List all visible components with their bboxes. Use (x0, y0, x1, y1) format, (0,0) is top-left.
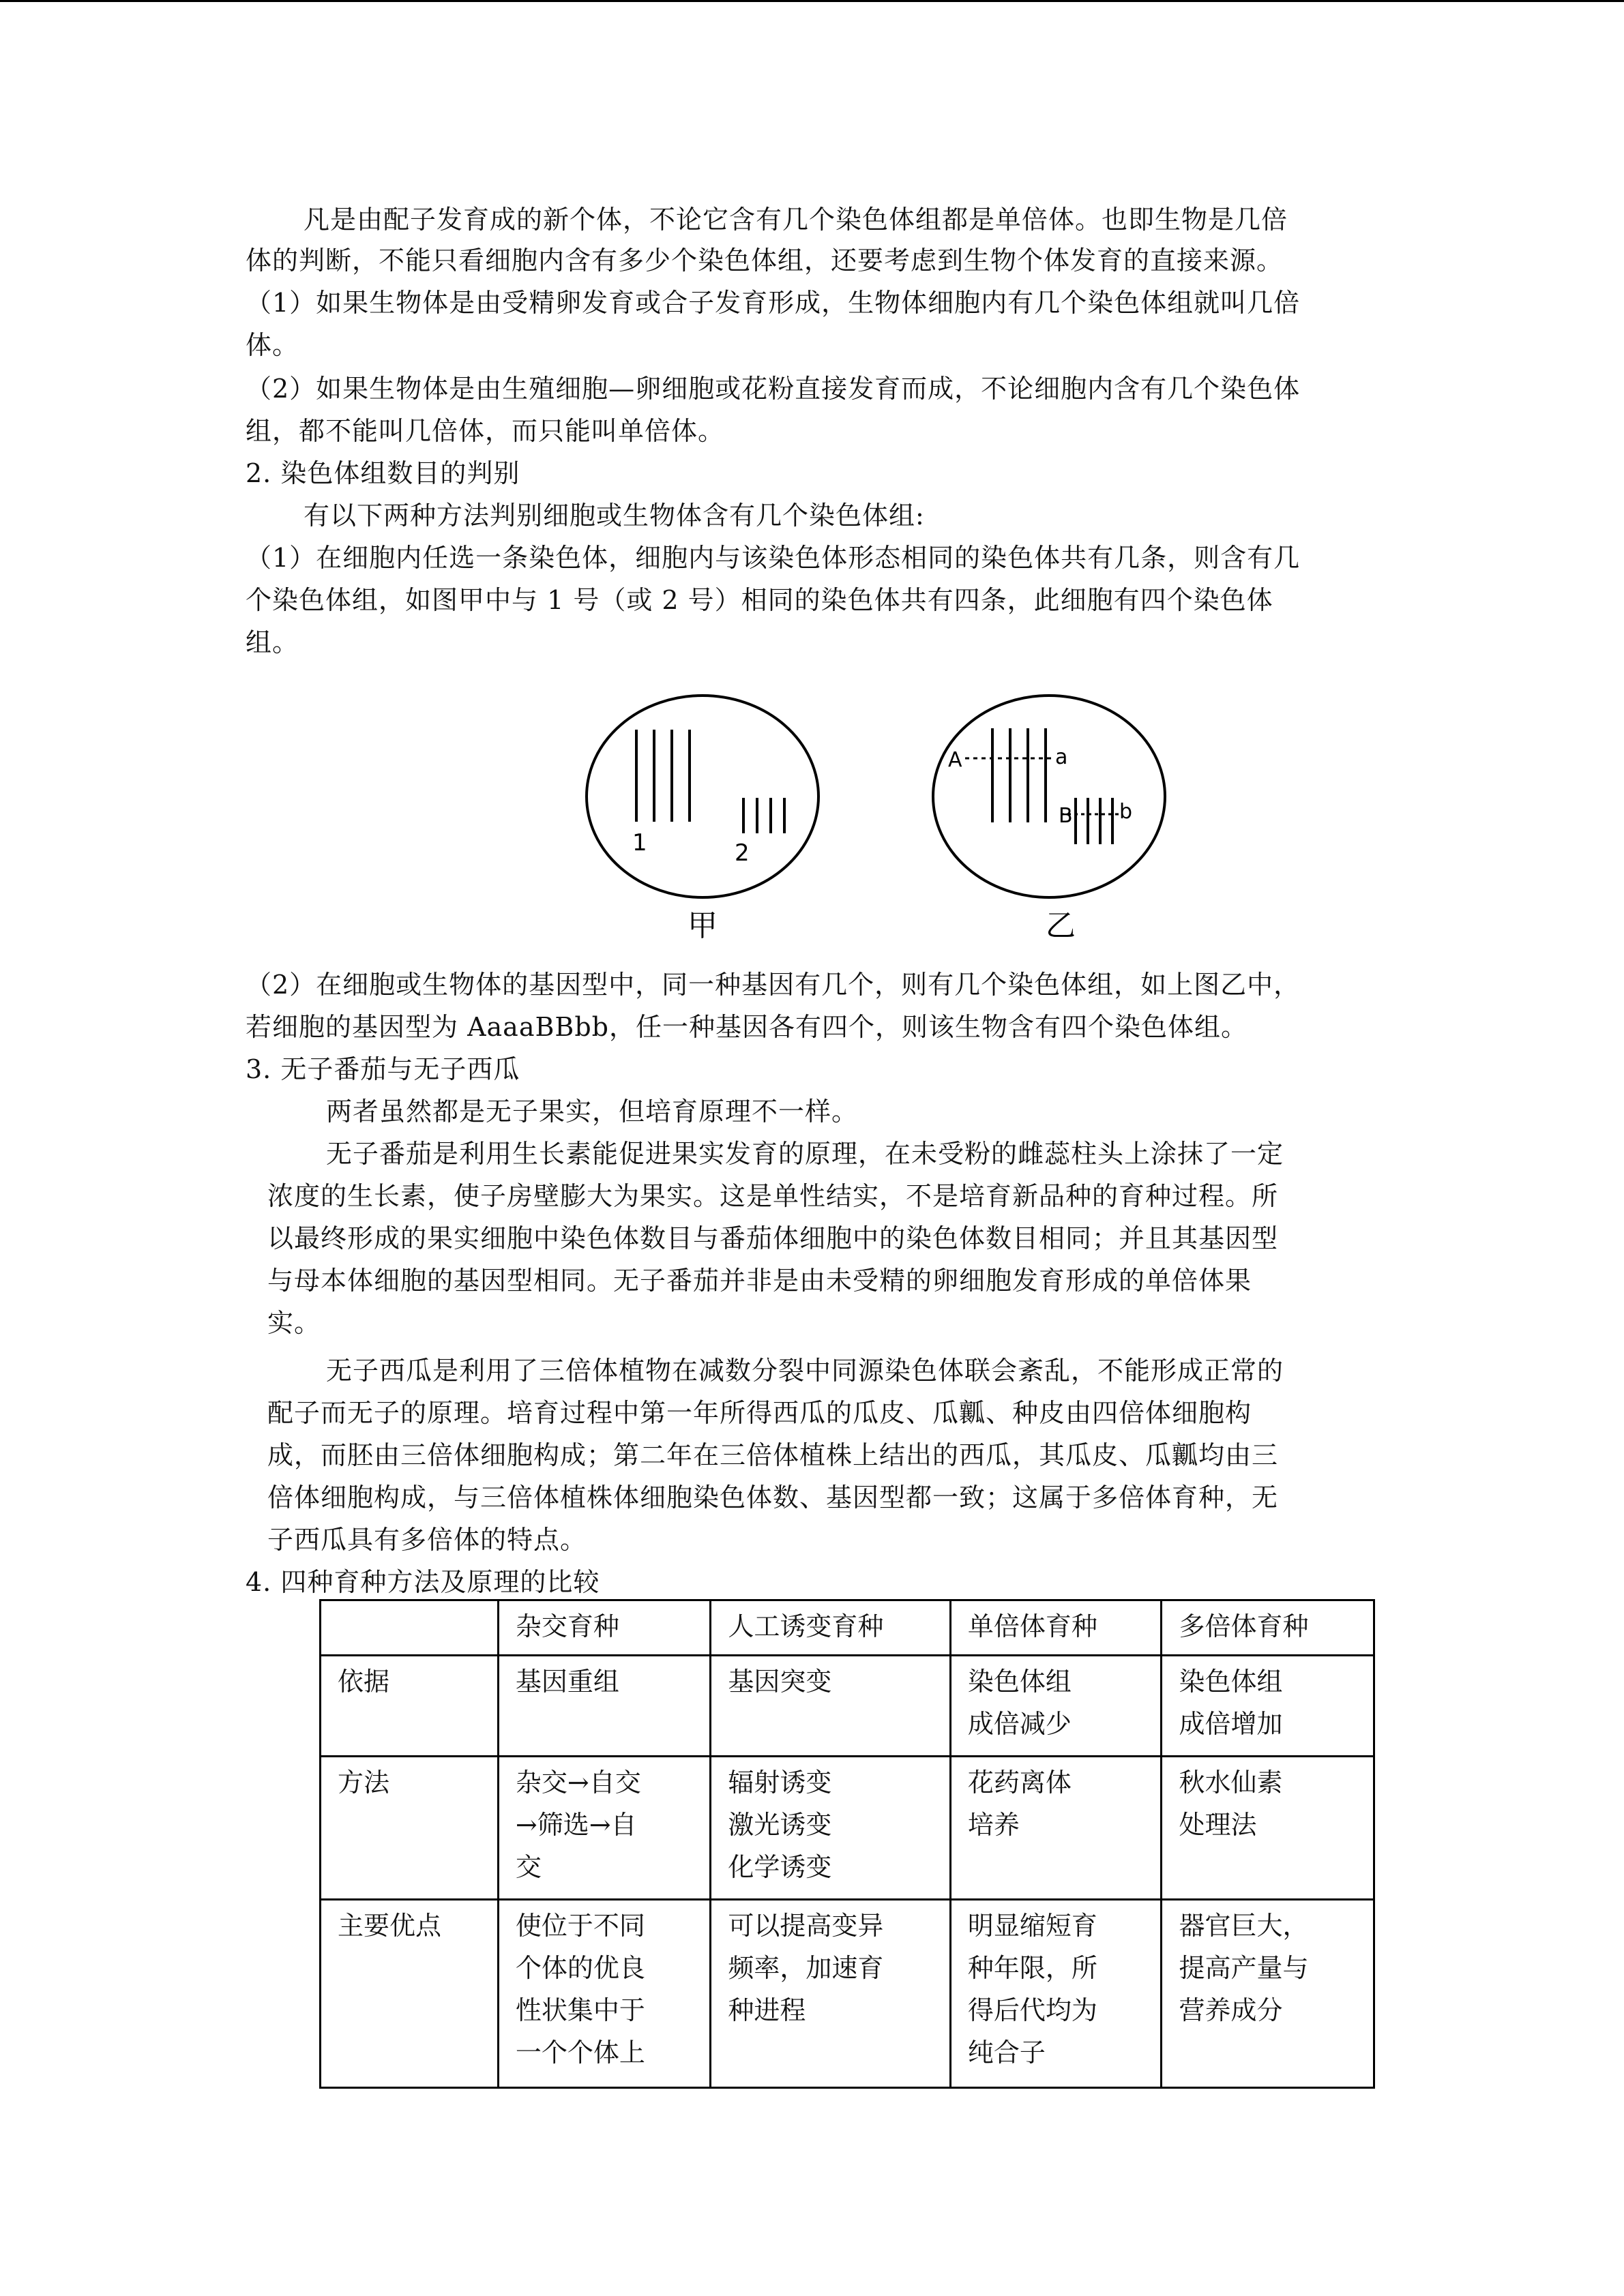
section-heading: 4. 四种育种方法及原理的比较 (246, 1567, 600, 1597)
paragraph-line: 体的判断，不能只看细胞内含有多少个染色体组，还要考虑到生物个体发育的直接来源。 (246, 245, 1284, 275)
table-cell: 基因重组 (498, 1656, 711, 1757)
paragraph-line: 组。 (246, 627, 299, 657)
cell-b-label-B: B (1059, 804, 1073, 828)
table-header-cell: 杂交育种 (498, 1600, 711, 1656)
table-cell: 基因突变 (711, 1656, 951, 1757)
paragraph-line: （2）如果生物体是由生殖细胞—卵细胞或花粉直接发育而成，不论细胞内含有几个染色体 (246, 374, 1301, 404)
paragraph-line: 有以下两种方法判别细胞或生物体含有几个染色体组: (304, 501, 925, 531)
table-cell: 秋水仙素 处理法 (1162, 1757, 1374, 1900)
breeding-methods-table (319, 1599, 1375, 2089)
paragraph-line: 若细胞的基因型为 AaaaBBbb，任一种基因各有四个，则该生物含有四个染色体组。 (246, 1012, 1247, 1042)
cell-b-long-chromosomes (992, 728, 1046, 822)
paragraph-line: 个染色体组，如图甲中与 1 号（或 2 号）相同的染色体共有四条，此细胞有四个染色体 (246, 585, 1273, 615)
table-cell: 辐射诱变 激光诱变 化学诱变 (711, 1757, 951, 1900)
table-cell: 染色体组 成倍减少 (950, 1656, 1162, 1757)
table-row (321, 1900, 1374, 2088)
paragraph-line: 成，而胚由三倍体细胞构成；第二年在三倍体植株上结出的西瓜，其瓜皮、瓜瓤均由三 (267, 1440, 1279, 1470)
paragraph-line: 浓度的生长素，使子房壁膨大为果实。这是单性结实，不是培育新品种的育种过程。所 (267, 1181, 1279, 1211)
paragraph-line: 体。 (246, 330, 299, 360)
table-row (321, 1656, 1374, 1757)
table-row (321, 1757, 1374, 1900)
cell-a-caption: 甲 (688, 908, 718, 943)
table-cell: 染色体组 成倍增加 (1162, 1656, 1374, 1757)
cell-b-short-chromosomes (1076, 798, 1112, 844)
paragraph-line: 倍体细胞构成，与三倍体植株体细胞染色体数、基因型都一致；这属于多倍体育种，无 (267, 1482, 1279, 1512)
paragraph-line: 与母本体细胞的基因型相同。无子番茄并非是由未受精的卵细胞发育形成的单倍体果 (267, 1266, 1252, 1296)
table-cell: 明显缩短育 种年限，所 得后代均为 纯合子 (950, 1900, 1162, 2088)
row-label: 主要优点 (321, 1900, 499, 2088)
cell-a-outline (587, 696, 818, 897)
paragraph-line: 以最终形成的果实细胞中染色体数目与番茄体细胞中的染色体数目相同；并且其基因型 (267, 1223, 1279, 1253)
section-heading: 2. 染色体组数目的判别 (246, 458, 520, 488)
paragraph-line: 两者虽然都是无子果实，但培育原理不一样。 (326, 1097, 859, 1127)
paragraph-line: 无子西瓜是利用了三倍体植物在减数分裂中同源染色体联会紊乱，不能形成正常的 (326, 1356, 1284, 1386)
table-header-cell: 多倍体育种 (1162, 1600, 1374, 1656)
cell-b-label-A: A (948, 748, 962, 772)
paragraph-line: （1）在细胞内任选一条染色体，细胞内与该染色体形态相同的染色体共有几条，则含有几 (246, 543, 1301, 573)
cell-a-short-chromosomes (743, 798, 784, 833)
table-header-cell (321, 1600, 499, 1656)
row-label: 依据 (321, 1656, 499, 1757)
page-top-border (0, 0, 1624, 2)
paragraph-line: 实。 (267, 1308, 321, 1338)
table-header-cell: 单倍体育种 (950, 1600, 1162, 1656)
table-cell: 杂交→自交 →筛选→自 交 (498, 1757, 711, 1900)
paragraph-line: 组，都不能叫几倍体，而只能叫单倍体。 (246, 416, 725, 446)
table-cell: 花药离体 培养 (950, 1757, 1162, 1900)
table-cell: 器官巨大， 提高产量与 营养成分 (1162, 1900, 1374, 2088)
row-label: 方法 (321, 1757, 499, 1900)
paragraph-line: 配子而无子的原理。培育过程中第一年所得西瓜的瓜皮、瓜瓤、种皮由四倍体细胞构 (267, 1398, 1252, 1428)
cell-b-label-b: b (1119, 800, 1133, 824)
cell-b-label-a: a (1055, 745, 1068, 769)
table-header-cell: 人工诱变育种 (711, 1600, 951, 1656)
paragraph-line: 无子番茄是利用生长素能促进果实发育的原理，在未受粉的雌蕊柱头上涂抹了一定 (326, 1139, 1284, 1169)
cell-a-long-chromosomes (636, 730, 690, 822)
cell-a-label-2: 2 (735, 839, 750, 867)
paragraph-line: 凡是由配子发育成的新个体，不论它含有几个染色体组都是单倍体。也即生物是几倍 (304, 205, 1288, 235)
paragraph-line: （2）在细胞或生物体的基因型中，同一种基因有几个，则有几个染色体组，如上图乙中， (246, 970, 1301, 1000)
chromosome-figure (583, 689, 1183, 948)
cell-a-label-1: 1 (632, 829, 647, 856)
section-heading: 3. 无子番茄与无子西瓜 (246, 1054, 520, 1084)
paragraph-line: 子西瓜具有多倍体的特点。 (267, 1525, 587, 1555)
cell-b-caption: 乙 (1046, 908, 1076, 943)
paragraph-line: （1）如果生物体是由受精卵发育或合子发育形成，生物体细胞内有几个染色体组就叫几倍 (246, 288, 1301, 318)
table-cell: 使位于不同 个体的优良 性状集中于 一个个体上 (498, 1900, 711, 2088)
table-header-row (321, 1600, 1374, 1656)
table-cell: 可以提高变异 频率，加速育 种进程 (711, 1900, 951, 2088)
cell-b-outline (933, 696, 1165, 897)
